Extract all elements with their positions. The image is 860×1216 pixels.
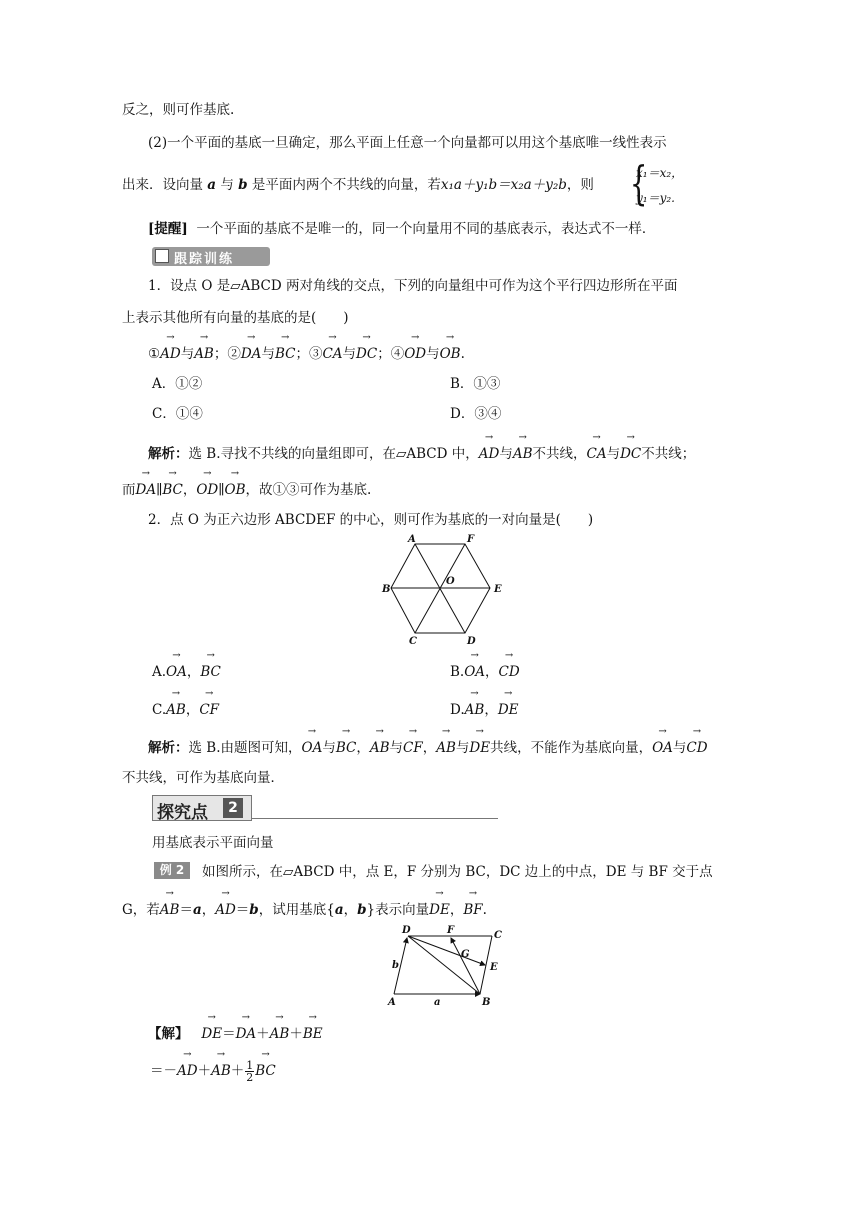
q1-solution-1: 解析：选 B.寻找不共线的向量组即可，在▱ABCD 中，→ AD与→ AB不共线，→ CA与→ DC不共线； — [148, 444, 695, 464]
ex2-solution-step-1: 【解】 → DE＝→ DA＋→ AB＋→ BE — [148, 1024, 323, 1044]
fig-label-c: C — [494, 930, 502, 941]
q2-option-a[interactable]: A.→ OA，→ BC — [152, 662, 221, 682]
explore-section-header: 探究点 2 — [152, 795, 252, 821]
q1-stem-1: 1．设点 O 是▱ABCD 两对角线的交点，下列的向量组中可作为这个平行四边形所在平面 — [148, 278, 678, 294]
fig-label-f: F — [447, 925, 455, 936]
explore-subtitle: 用基底表示平面向量 — [152, 835, 274, 851]
explore-divider — [252, 818, 498, 819]
hex-label-b: B — [382, 584, 391, 595]
fig-label-a-point: A — [388, 997, 396, 1008]
ex2-solution-step-2: ＝－→ AD＋→ AB＋ $\frac{1}{2}$ → BC — [150, 1060, 276, 1083]
vector-label: → OB — [440, 344, 461, 364]
vector-label: → DC — [356, 344, 377, 364]
q2-solution-2: 不共线，可作为基底向量． — [122, 770, 284, 786]
system-eq-2: y₁＝y₂. — [636, 191, 675, 205]
q2-option-c[interactable]: C.→ AB，→ CF — [152, 700, 219, 720]
q2-solution-1: 解析：选 B.由题图可知，→ OA与→ BC，→ AB与→ CF，→ AB与→ DE共线，不能作为基底向量，→ OA与→ CD — [148, 738, 708, 758]
group-number: ④ — [390, 346, 405, 362]
hex-label-o: O — [446, 576, 455, 587]
intro-line-2: (2)一个平面的基底一旦确定，那么平面上任意一个向量都可以用这个基底唯一线性表示 — [148, 135, 667, 151]
fig-label-e: E — [490, 962, 498, 973]
group-number: ② — [227, 346, 241, 362]
hex-label-a: A — [408, 534, 416, 545]
vector-label: → AD — [160, 344, 181, 364]
q2-stem: 2．点 O 为正六边形 ABCDEF 的中心，则可作为基底的一对向量是( ) — [148, 512, 594, 528]
q2-option-b[interactable]: B.→ OA，→ CD — [450, 662, 520, 682]
fig-label-b-vector: b — [392, 960, 399, 971]
fig-label-a-vector: a — [434, 997, 441, 1008]
ex2-line-1: 如图所示，在▱ABCD 中，点 E，F 分别为 BC，DC 边上的中点，DE 与 BF 交于点 — [202, 864, 713, 880]
vector-label: → BC — [275, 344, 296, 364]
fraction-half: $\frac{1}{2}$ — [246, 1059, 254, 1084]
group-number: ③ — [308, 346, 323, 362]
vector-label: → DA — [241, 344, 262, 364]
hex-label-e: E — [494, 584, 502, 595]
vector-label: → OD — [404, 344, 426, 364]
group-number: ① — [148, 346, 161, 362]
notebook-icon — [155, 249, 169, 263]
system-eq-1: x₁＝x₂， — [636, 166, 684, 180]
intro-line-3: 出来．设向量 a 与 b 是平面内两个不共线的向量，若x₁a＋y₁b＝x₂a＋y₂b，则 — [122, 177, 594, 193]
q1-vector-groups: ①→ AD与→ AB；②→ DA与→ BC；③→ CA与→ DC；④→ OD与→ OB. — [148, 344, 465, 364]
q1-stem-2: 上表示其他所有向量的基底的是( ) — [122, 310, 349, 326]
example-tag: 例 2 — [154, 862, 190, 879]
intro-line-1: 反之，则可作基底. — [122, 102, 235, 118]
q2-option-d[interactable]: D.→ AB，→ DE — [450, 700, 519, 720]
ex2-line-2: G，若→ AB＝a，→ AD＝b，试用基底{a，b}表示向量→ DE，→ BF. — [122, 900, 487, 920]
vector-bf — [451, 938, 480, 994]
hexagon-figure — [380, 532, 510, 648]
vector-label: → CA — [322, 344, 342, 364]
vector-de — [408, 936, 485, 965]
hex-label-d: D — [467, 636, 476, 647]
fig-label-d: D — [402, 925, 411, 936]
training-section-tag: 跟踪训练 — [152, 247, 270, 266]
q1-option-c[interactable]: C．①④ — [152, 406, 203, 422]
hex-label-f: F — [467, 534, 475, 545]
tip-line: [提醒] 一个平面的基底不是唯一的，同一个向量用不同的基底表示，表达式不一样． — [148, 221, 656, 237]
q1-option-d[interactable]: D．③④ — [450, 406, 502, 422]
system-brace: { — [629, 156, 648, 210]
explore-number-badge: 2 — [223, 798, 243, 818]
q1-solution-2: 而→ DA∥→ BC，→ OD∥→ OB，故①③可作为基底. — [122, 480, 371, 500]
parallelogram-figure — [384, 924, 506, 1008]
vector-label: → AB — [194, 344, 214, 364]
hex-label-c: C — [409, 636, 417, 647]
q1-option-a[interactable]: A．①② — [152, 376, 203, 392]
fig-label-g: G — [461, 949, 470, 960]
q1-option-b[interactable]: B．①③ — [450, 376, 501, 392]
diagonal-db — [408, 936, 480, 994]
fig-label-b-point: B — [482, 997, 491, 1008]
